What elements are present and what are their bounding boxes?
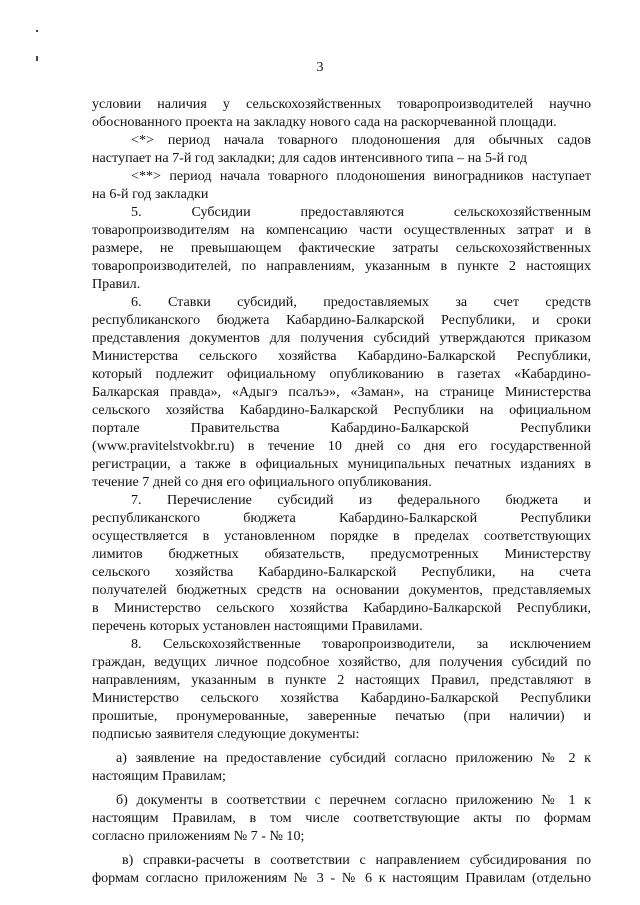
text-line: Балкарская правда», «Адыгэ псалъэ», «Заман», на странице Министерства <box>92 384 591 400</box>
text-line: портале Правительства Кабардино-Балкарской Республики <box>92 420 591 436</box>
text-line: прошитые, пронумерованные, заверенные печатью (при наличии) и <box>92 708 591 724</box>
text-line: товаропроизводителей, по направлениям, указанным в пункте 2 настоящих <box>92 258 591 274</box>
text-line: 6. Ставки субсидий, предоставляемых за счет средств <box>131 294 591 310</box>
text-line: подписью заявителя следующие документы: <box>92 726 360 742</box>
text-line: Правил. <box>92 276 141 292</box>
text-line: сельского хозяйства Кабардино-Балкарской Республики на официальном <box>92 402 591 418</box>
text-line: республиканского бюджета Кабардино-Балкарской Республики, и сроки <box>92 312 591 328</box>
text-line: размере, не превышающем фактические затраты сельскохозяйственных <box>92 240 591 256</box>
text-line: обоснованного проекта на закладку нового сада на раскорчеванной площади. <box>92 114 557 130</box>
text-line: а) заявление на предоставление субсидий согласно приложению № 2 к <box>116 750 591 766</box>
text-line: сельского хозяйства Кабардино-Балкарской Республики, на счета <box>92 564 591 580</box>
text-line: согласно приложениям № 7 - № 10; <box>92 828 305 844</box>
text-line: 5. Субсидии предоставляются сельскохозяйственным <box>131 204 591 220</box>
text-line: в) справки-расчеты в соответствии с направлением субсидирования по <box>122 852 591 868</box>
text-line: 7. Перечисление субсидий из федерального бюджета и <box>131 492 591 508</box>
text-line: граждан, ведущих личное подсобное хозяйство, для получения субсидий по <box>92 654 591 670</box>
text-line: наступает на 7-й год закладки; для садов интенсивного типа – на 5-й год <box>92 150 527 166</box>
text-line: товаропроизводителям на компенсацию части осуществленных затрат и в <box>92 222 591 238</box>
text-line: получателей бюджетных средств на основании документов, представляемых <box>92 582 591 598</box>
text-line: Министерство сельского хозяйства Кабардино-Балкарской Республики <box>92 690 591 706</box>
text-line: в Министерство сельского хозяйства Кабардино-Балкарской Республики, <box>92 600 591 616</box>
text-line: настоящим Правилам; <box>92 768 226 784</box>
text-line: на 6-й год закладки <box>92 186 209 202</box>
text-line: условии наличия у сельскохозяйственных товаропроизводителей научно <box>92 96 591 112</box>
text-line: который подлежит официальному опубликованию в газетах «Кабардино- <box>92 366 591 382</box>
text-line: перечень которых установлен настоящими Правилами. <box>92 618 423 634</box>
text-line: регистрации, а также в официальных муниципальных печатных изданиях в <box>92 456 591 472</box>
text-line: Министерства сельского хозяйства Кабардино-Балкарской Республики, <box>92 348 591 364</box>
text-line: настоящим Правилам, в том числе соответствующие акты по формам <box>92 810 591 826</box>
text-line: направлениям, указанным в пункте 2 настоящих Правил, представляют в <box>92 672 591 688</box>
text-line: (www.pravitelstvokbr.ru) в течение 10 дней со дня его государственной <box>92 438 591 454</box>
text-line: осуществляется в установленном порядке в пределах соответствующих <box>92 528 591 544</box>
text-line: республиканского бюджета Кабардино-Балкарской Республики <box>92 510 591 526</box>
text-line: формам согласно приложениям № 3 - № 6 к настоящим Правилам (отдельно <box>92 870 591 886</box>
page-number: 3 <box>316 60 324 75</box>
text-line: течение 7 дней со дня его официального опубликования. <box>92 474 432 490</box>
text-line: лимитов бюджетных обязательств, предусмотренных Министерству <box>92 546 591 562</box>
text-line: б) документы в соответствии с перечнем согласно приложению № 1 к <box>116 792 591 808</box>
text-line: представления документов для получения субсидий утверждаются приказом <box>92 330 591 346</box>
text-line: 8. Сельскохозяйственные товаропроизводители, за исключением <box>131 636 591 652</box>
text-line: <*> период начала товарного плодоношения для обычных садов <box>131 132 591 148</box>
text-line: <**> период начала товарного плодоношения виноградников наступает <box>131 168 591 184</box>
margin-mark <box>36 30 38 32</box>
